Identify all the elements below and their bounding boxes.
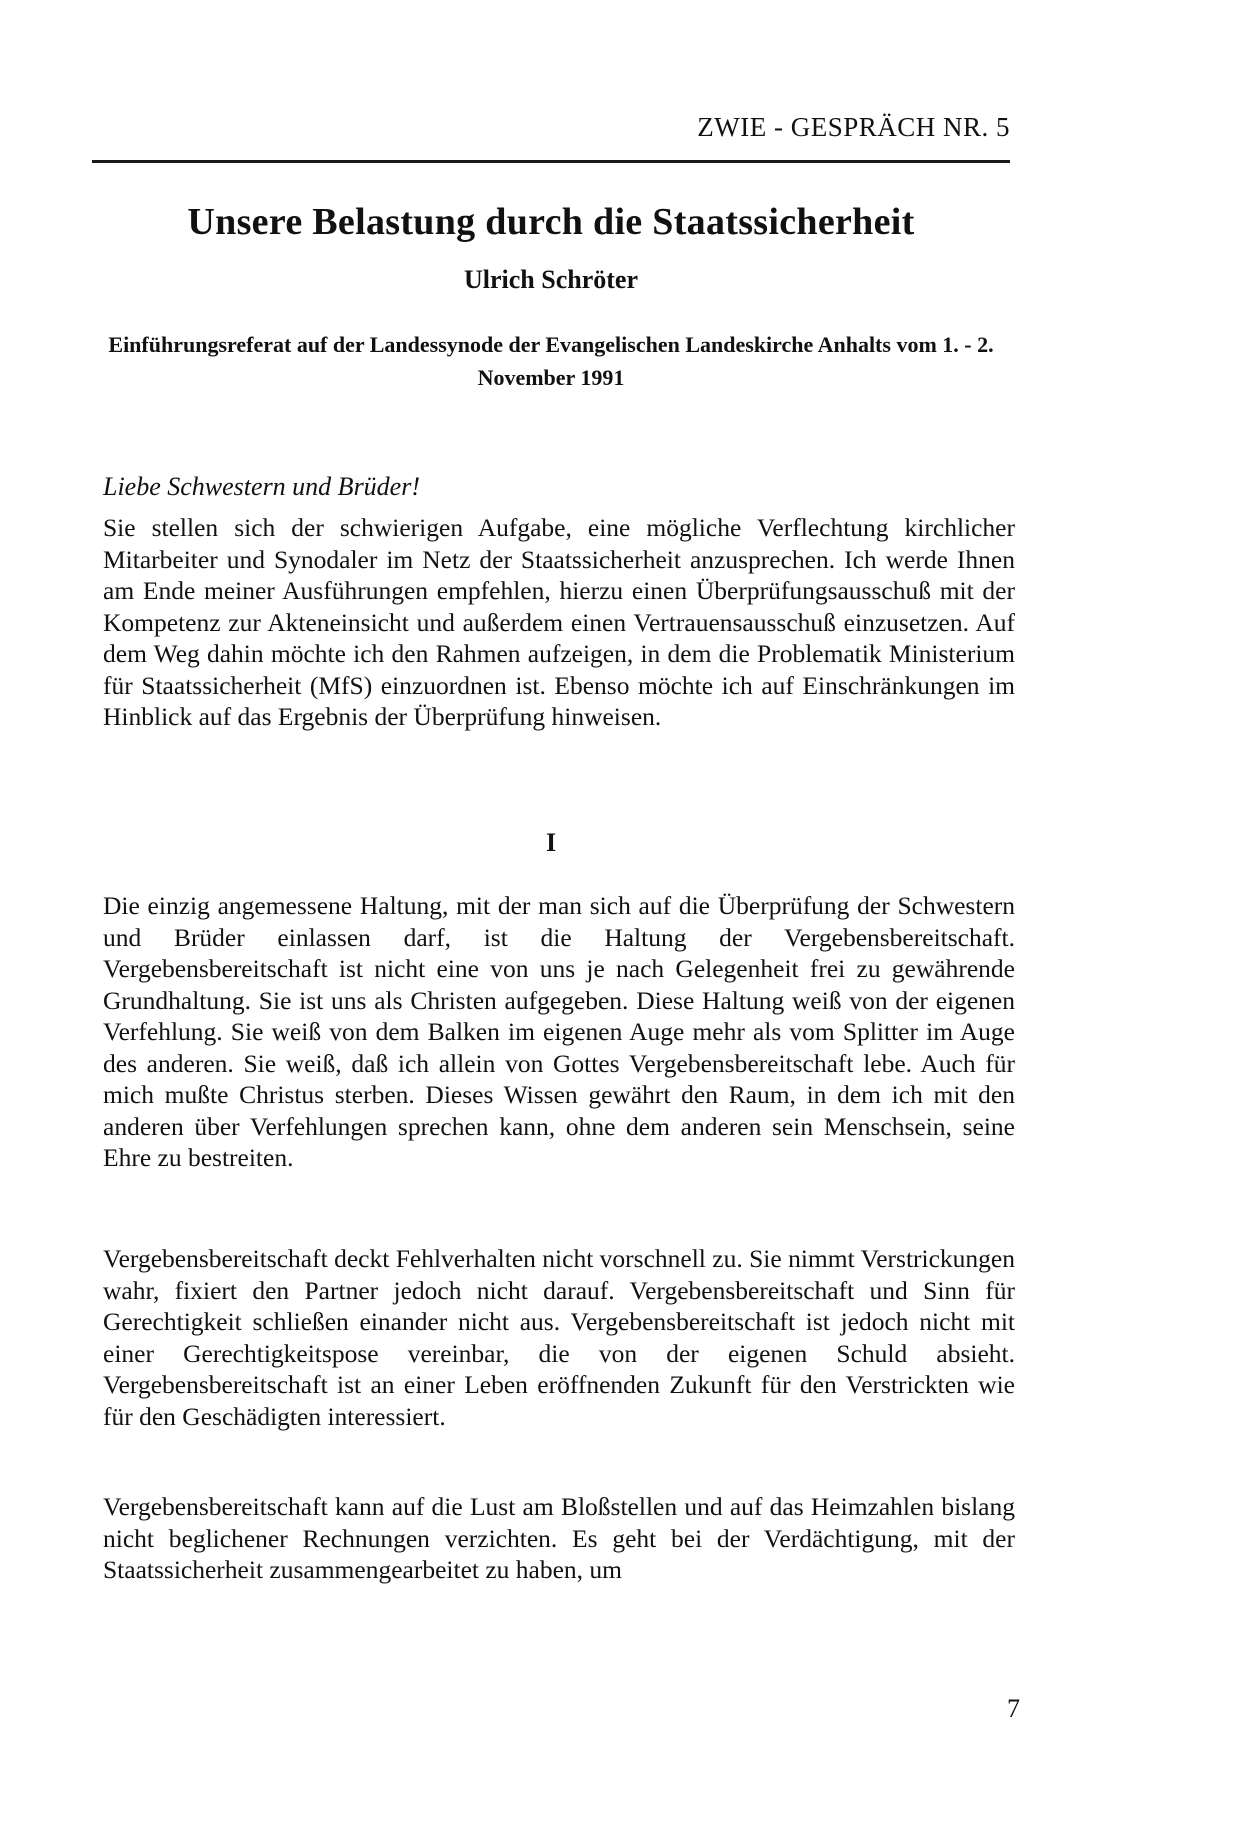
intro-paragraph: Sie stellen sich der schwierigen Aufgabe, eine mögliche Verflechtung kirchlicher Mitarbeiter und Synodaler im Netz der Staatssicherheit anzusprechen. Ich werde Ihnen am Ende meiner Ausführungen empfehlen, hierzu einen Überprüfungsausschuß mit der Kompetenz zur Akteneinsicht und außerdem einen Vertrauensausschuß einzusetzen. Auf dem Weg dahin möchte ich den Rahmen aufzeigen, in dem die Problematik Ministerium für Staatssicherheit (MfS) einzuordnen ist. Ebenso möchte ich auf Einschränkungen im Hinblick auf das Ergebnis der Überprüfung hinweisen. [103, 513, 1015, 731]
article-author: Ulrich Schröter [463, 265, 638, 294]
article-title: Unsere Belastung durch die Staatssicherheit [187, 201, 915, 243]
section-number: I [545, 828, 557, 857]
header-rule [92, 160, 1010, 163]
body-paragraph: Vergebensbereitschaft deckt Fehlverhalten nicht vorschnell zu. Sie nimmt Verstrickungen wahr, fixiert den Partner jedoch nicht darauf. Vergebensbereitschaft und Sinn für Gerechtigkeit schließen einander nicht aus. Vergebensbereitschaft ist jedoch nicht mit einer Gerechtigkeitspose vereinbar, die von der eigenen Schuld absieht. Vergebensbereitschaft ist an einer Leben eröffnenden Zukunft für den Verstrickten wie für den Geschädigten interessiert. [103, 1244, 1015, 1431]
page-number: 7 [1007, 1694, 1020, 1723]
body-paragraph: Vergebensbereitschaft kann auf die Lust am Bloßstellen und auf das Heimzahlen bislang nicht beglichener Rechnungen verzichten. Es geht bei der Verdächtigung, mit der Staatssicherheit zusammengearbeitet zu haben, um [103, 1492, 1015, 1584]
body-paragraph: Die einzig angemessene Haltung, mit der man sich auf die Überprüfung der Schwestern und Brüder einlassen darf, ist die Haltung der Vergebensbereitschaft. Vergebensbereitschaft ist nicht eine von uns je nach Gelegenheit frei zu gewährende Grundhaltung. Sie ist uns als Christen aufgegeben. Diese Haltung weiß von der eigenen Verfehlung. Sie weiß von dem Balken im eigenen Auge mehr als vom Splitter im Auge des anderen. Sie weiß, daß ich allein von Gottes Vergebensbereitschaft lebe. Auch für mich mußte Christus sterben. Dieses Wissen gewährt den Raum, in dem ich mit den anderen über Verfehlungen sprechen kann, ohne dem anderen sein Menschsein, seine Ehre zu bestreiten. [103, 891, 1015, 1172]
running-header: ZWIE - GESPRÄCH NR. 5 [697, 112, 1010, 142]
salutation: Liebe Schwestern und Brüder! [103, 472, 421, 501]
article-subtitle: Einführungsreferat auf der Landessynode der Evangelischen Landeskirche Anhalts vom 1. - 2. November 1991 [108, 332, 994, 390]
